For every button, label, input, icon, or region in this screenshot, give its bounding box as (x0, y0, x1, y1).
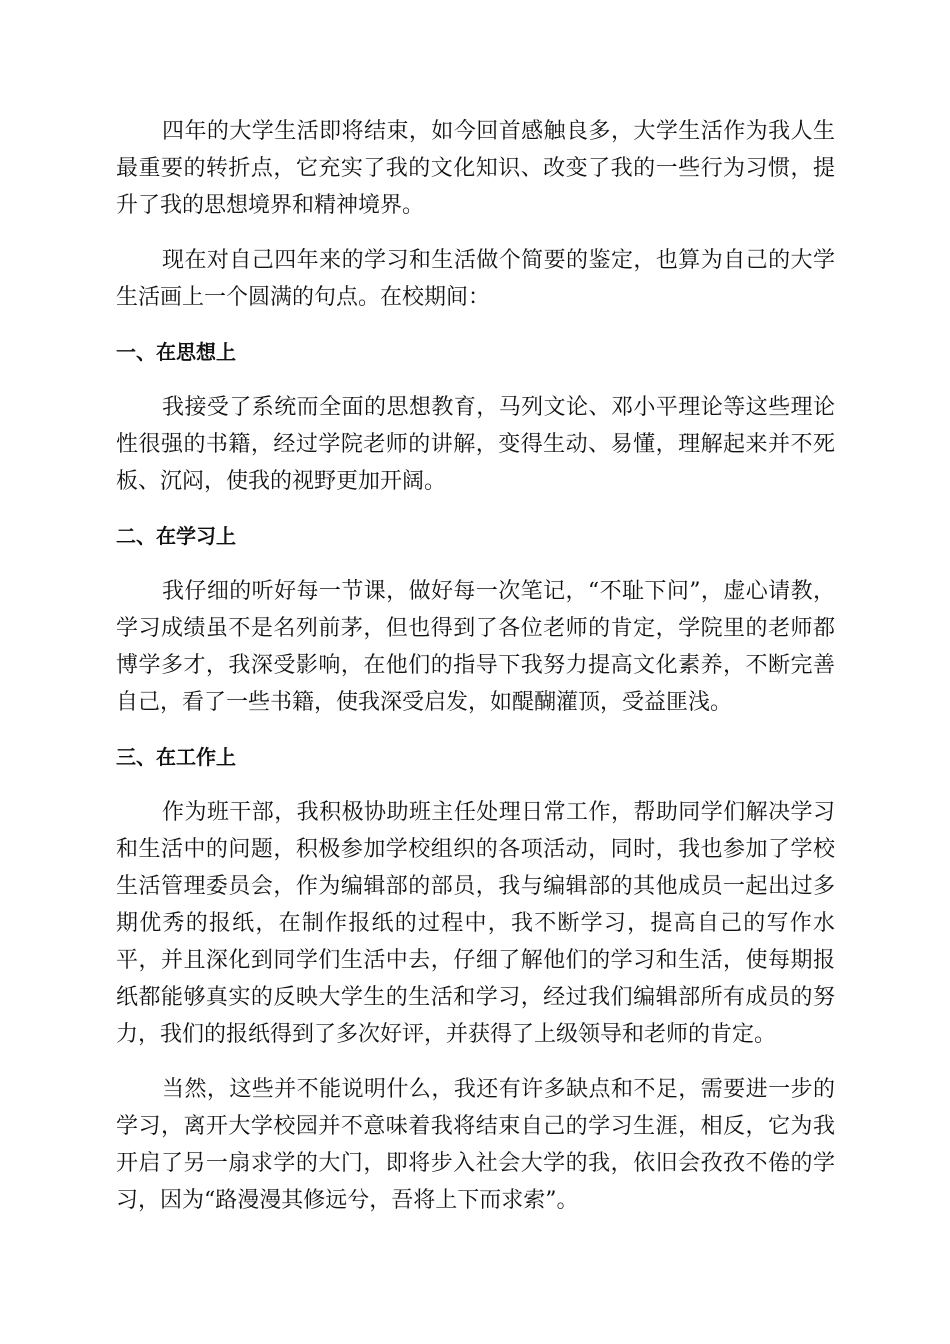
section-heading-work: 三、在工作上 (116, 745, 236, 769)
intro-paragraph-2: 现在对自己四年来的学习和生活做个简要的鉴定，也算为自己的大学生活画上一个圆满的句点。在校期间： (116, 248, 835, 310)
document-body (116, 113, 835, 1237)
closing-paragraph: 当然，这些并不能说明什么，我还有许多缺点和不足，需要进一步的学习，离开大学校园并不意味着我将结束自己的学习生涯，相反，它为我开启了另一扇求学的大门，即将步入社会大学的我，依旧会孜孜不倦的学习，因为“路漫漫其修远兮，吾将上下而求索”。 (116, 1077, 835, 1213)
section-paragraph-study: 我仔细的听好每一节课，做好每一次笔记，“不耻下问”，虚心请教，学习成绩虽不是名列前茅，但也得到了各位老师的肯定，学院里的老师都博学多才，我深受影响，在他们的指导下我努力提高文化素养，不断完善自己，看了一些书籍，使我深受启发，如醍醐灌顶，受益匪浅。 (116, 579, 835, 715)
section-heading-thought: 一、在思想上 (116, 340, 236, 364)
section-paragraph-work: 作为班干部，我积极协助班主任处理日常工作，帮助同学们解决学习和生活中的问题，积极参加学校组织的各项活动，同时，我也参加了学校生活管理委员会，作为编辑部的部员，我与编辑部的其他成员一起出过多期优秀的报纸，在制作报纸的过程中，我不断学习，提高自己的写作水平，并且深化到同学们生活中去，仔细了解他们的学习和生活，使每期报纸都能够真实的反映大学生的生活和学习，经过我们编辑部所有成员的努力，我们的报纸得到了多次好评，并获得了上级领导和老师的肯定。 (116, 800, 835, 1047)
intro-paragraph-1: 四年的大学生活即将结束，如今回首感触良多，大学生活作为我人生最重要的转折点，它充实了我的文化知识、改变了我的一些行为习惯，提升了我的思想境界和精神境界。 (116, 119, 835, 218)
section-heading-study: 二、在学习上 (116, 524, 236, 548)
section-paragraph-thought: 我接受了系统而全面的思想教育，马列文论、邓小平理论等这些理论性很强的书籍，经过学院老师的讲解，变得生动、易懂，理解起来并不死板、沉闷，使我的视野更加开阔。 (116, 395, 835, 494)
